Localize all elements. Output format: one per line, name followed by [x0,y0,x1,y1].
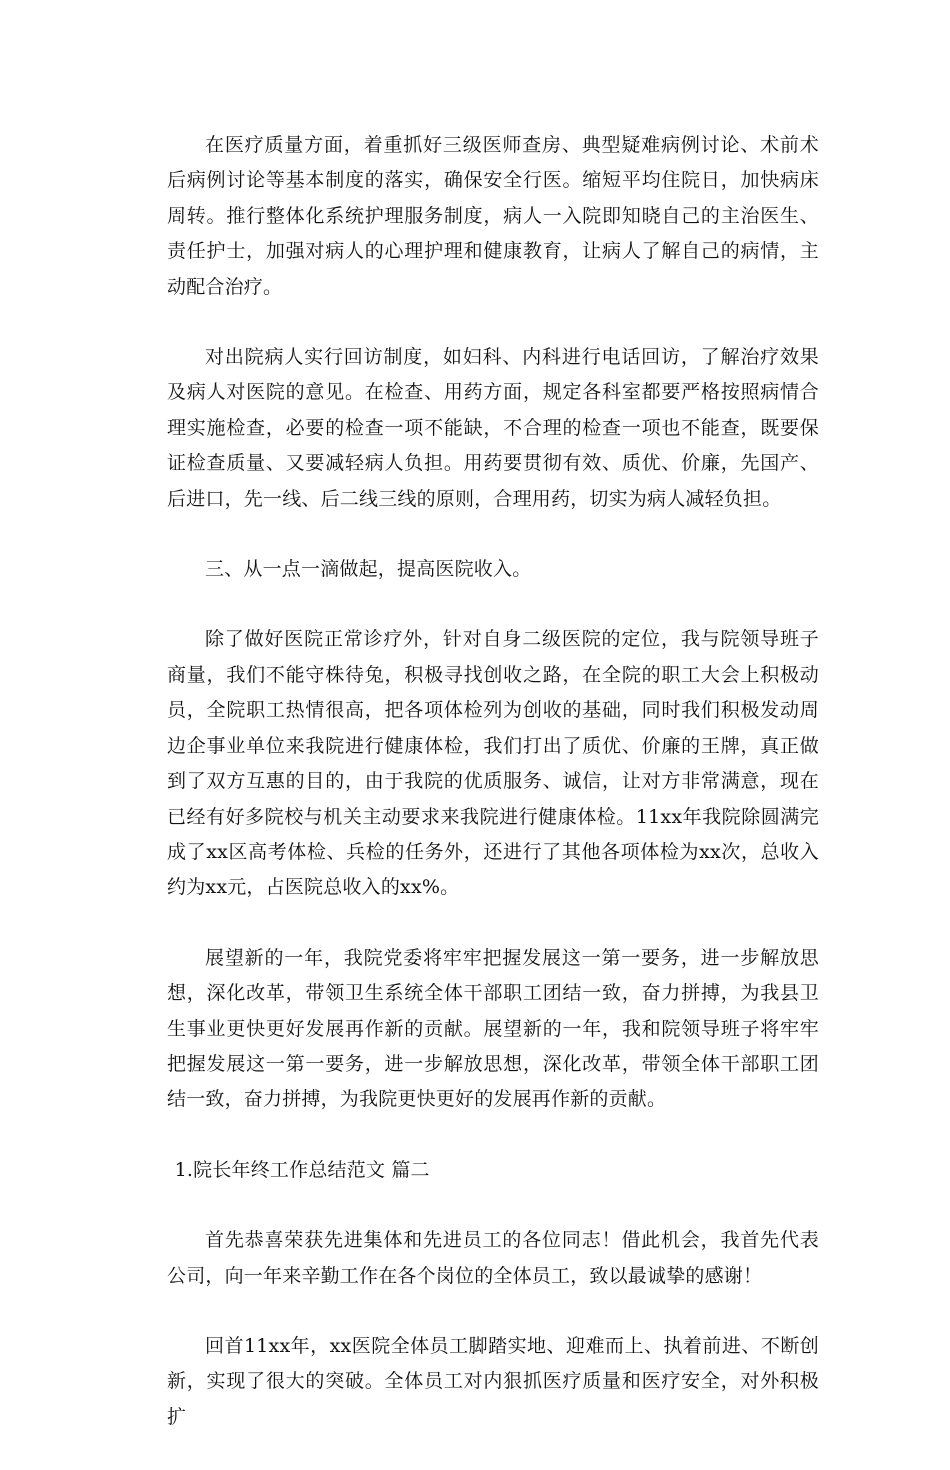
subheading-sample-two: 1.院长年终工作总结范文 篇二 [174,1158,430,1181]
paragraph-congratulations: 首先恭喜荣获先进集体和先进员工的各位同志！借此机会，我首先代表公司，向一年来辛勤工作在各个岗位的全体员工，致以最诚挚的感谢！ [167,1229,819,1287]
paragraph-outlook: 展望新的一年，我院党委将牢牢把握发展这一第一要务，进一步解放思想，深化改革，带领卫生系统全体干部职工团结一致，奋力拼搏，为我县卫生事业更快更好发展再作新的贡献。展望新的一年，我和院领导班子将牢牢把握发展这一第一要务，进一步解放思想，深化改革，带领全体干部职工团结一致，奋力拼搏，为我院更快更好的发展再作新的贡献。 [167,946,819,1111]
paragraph-patient-followup: 对出院病人实行回访制度，如妇科、内科进行电话回访，了解治疗效果及病人对医院的意见。在检查、用药方面，规定各科室都要严格按照病情合理实施检查，必要的检查一项不能缺，不合理的检查一项也不能查，既要保证检查质量、又要减轻病人负担。用药要贯彻有效、质优、价廉，先国产、后进口，先一线、后二线三线的原则，合理用药，切实为病人减轻负担。 [167,346,819,510]
document-body [167,128,819,1470]
paragraph-review: 回首11xx年，xx医院全体员工脚踏实地、迎难而上、执着前进、不断创新，实现了很大的突破。全体员工对内狠抓医疗质量和医疗安全，对外积极扩 [167,1334,819,1428]
paragraph-health-checkup: 除了做好医院正常诊疗外，针对自身二级医院的定位，我与院领导班子商量，我们不能守株待兔，积极寻找创收之路，在全院的职工大会上积极动员，全院职工热情很高，把各项体检列为创收的基础，同时我们积极发动周边企事业单位来我院进行健康体检，我们打出了质优、价廉的王牌，真正做到了双方互惠的目的，由于我院的优质服务、诚信，让对方非常满意，现在已经有好多院校与机关主动要求来我院进行健康体检。11xx年我院除圆满完成了xx区高考体检、兵检的任务外，还进行了其他各项体检为xx次，总收入约为xx元，占医院总收入的xx%。 [167,628,819,899]
paragraph-medical-quality: 在医疗质量方面，着重抓好三级医师查房、典型疑难病例讨论、术前术后病例讨论等基本制度的落实，确保安全行医。缩短平均住院日，加快病床周转。推行整体化系统护理服务制度，病人一入院即知晓自己的主治医生、责任护士，加强对病人的心理护理和健康教育，让病人了解自己的病情，主动配合治疗。 [167,134,819,298]
section-heading-income: 三、从一点一滴做起，提高医院收入。 [205,558,532,581]
